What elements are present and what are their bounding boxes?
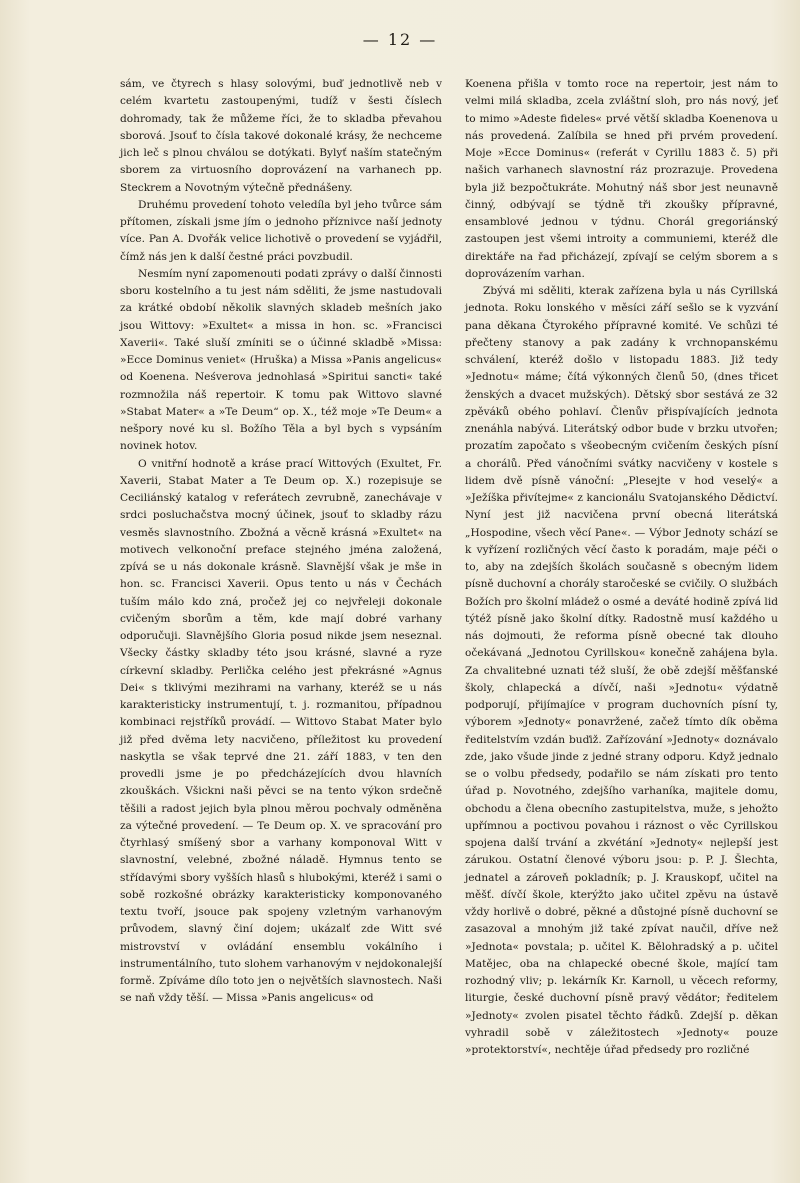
paragraph: Druhému provedení tohoto veledíla byl jeho tvůrce sám přítomen, získali jsme jím o jednoho příznivce naší jednoty více. Pan A. Dvořák velice lichotivě o provedení se vyjádřil, čímž nás jen k další čestné práci povzbudil. (120, 198, 442, 263)
paragraph: Nesmím nyní zapomenouti podati zprávy o další činnosti sboru kostelního a tu jest nám sděliti, že jsme nastudovali za krátké období několik slavných skladeb mešních jako jsou Wittovy: »Exultet« a missa in hon. sc. »Francisci Xaverii«. Také sluší zmíniti se o účinné skladbě »Missa: »Ecce Dominus veniet« (Hruška) a Missa »Panis angelicus« od Koenena. Neśverova jednohlasá »Spiritui sancti« také rozmnožila náš repertoir. K tomu pak Wittovo slavné »Stabat Mater« a »Te Deum“ op. X., též moje »Te Deum« a nešpory nové ku sl. Božího Těla a byl bych s vypsáním novinek hotov. (120, 267, 442, 453)
right-column (465, 76, 778, 1059)
paragraph: Koenena přišla v tomto roce na repertoir, jest nám to velmi milá skladba, zcela zvláštní sloh, pro nás nový, jeť to mimo »Adeste fideles« prvé větší skladba Koenenova u nás provedená. Zalíbila se hned při prvém provedení. Moje »Ecce Dominus« (referát v Cyrillu 1883 č. 5) při našich varhanech slavnostní ráz prozrazuje. Provedena byla již bezpočtukráte. Mohutný náš sbor jest neunavně činný, odbývají se týdně tři zkoušky přípravné, ensamblové jednou v týdnu. Chorál gregoriánský zastoupen jest všemi introity a communiemi, kteréž dle direktáře na řad přicházejí, zpívají se celým sborem a s doprovázením varhan. (465, 78, 778, 280)
page-number: — 12 — (362, 30, 438, 49)
paragraph: Zbývá mi sděliti, kterak zařízena byla u nás Cyrillská jednota. Roku lonského v měsíci září sešlo se k vyzvání pana děkana Čtyrokého přípravné komité. Ve schůzi té přečteny stanovy a pak zadány k vrchnopanskému schválení, kteréž došlo v listopadu 1883. Již tedy »Jednotu« máme; čítá výkonných členů 50, (dnes třicet ženských a dvacet mužských). Dětský sbor sestává ze 32 zpěváků obého pohlaví. Členův přispívajících jednota znenáhla nabývá. Literátský odbor bude v brzku utvořen; prozatím započato s všeobecným cvičením českých písní a chorálů. Před vánočními svátky nacvičeny v kostele s lidem dvě písně vánoční: „Plesejte v hod veselý« a »Ježíška přivítejme« z kancionálu Svatojanského Dědictví. Nyní jest již nacvičena první obecná literátská „Hospodine, všech věcí Pane«. — Výbor Jednoty schází se k vyřízení rozličných věcí často k poradám, maje péči o to, aby na zdejších školách současně s obecným lidem písně duchovní a chorály staročeské se cvičily. O službách Božích pro školní mládež o osmé a deváté hodině zpívá lid týtéž písně jako školní dítky. Radostně musí každého u nás dojmouti, že reforma písně obecné tak dlouho očekávaná „Jednotou Cyrillskou« konečně zahájena byla. Za chvalitebné uznati též sluší, že obě zdejší měšťanské školy, chlapecká a dívčí, naši »Jednotu« výdatně podporují, přijímajíce v program duchovních písní ty, výborem »Jednoty« ponavržené, začež tímto dík oběma ředitelstvím vzdán buďiž. Zařízování »Jednoty« doznávalo zde, jako všude jinde z jedné strany odporu. Když jednalo se o volbu předsedy, podařilo se nám získati pro tento úřad p. Novotného, zdejšího varhaníka, majitele domu, obchodu a člena obecního zastupitelstva, muže, s jehožto upřímnou a poctivou povahou i ráznost o věc Cyrillskou spojena další trvání a zkvétání »Jednoty« nejlepší jest zárukou. Ostatní členové výboru jsou: p. P. J. Šlechta, jednatel a zároveň pokladník; p. J. Krauskopf, učitel na měšť. dívčí škole, kterýžto jako učitel zpěvu na ústavě vždy horlivě o dobré, pěkné a důstojné písně duchovní se zasazoval a mnohým již také zpívat naučil, dříve než »Jednota« povstala; p. učitel K. Bělohradský a p. učitel Matějec, oba na chlapecké obecné škole, mající tam rozhodný vliv; p. lekárník Kr. Karnoll, u věcech reformy, liturgie, české duchovní písně pravý vědátor; ředitelem »Jednoty« zvolen pisatel těchto řádků. Zdejší p. děkan vyhradil sobě v záležitostech »Jednoty« pouze »protektorství«, nechtěje úřad předsedy pro rozličné (465, 285, 778, 1056)
paragraph: O vnitřní hodnotě a kráse prací Wittových (Exultet, Fr. Xaverii, Stabat Mater a Te Deum op. X.) rozepisuje se Ceciliánský katalog v referátech zevrubně, zanechávaje v srdci posluchačstva mocný účinek, jsouť to skladby rázu vesměs slavnostního. Zbožná a věcně krásná »Exultet« na motivech velkonoční preface stejného jména založená, zpívá se u nás dokonale krásně. Slavnější však je mše in hon. sc. Francisci Xaverii. Opus tento u nás v Čechách tuším málo kdo zná, pročež jej co nejvřeleji dokonale cvičeným sborům a těm, kde mají dobré varhany odporučuji. Slavnějšího Gloria posud nikde jsem neseznal. Všecky částky skladby této jsou krásné, slavné a ryze církevní skladby. Perlička celého jest překrásné »Agnus Dei« s tklivými mezihrami na varhany, kteréž se u nás karakteristicky instrumentují, t. j. rozmanitou, případnou kombinaci rejstříků provádí. — Wittovo Stabat Mater bylo již před dvěma lety nacvičeno, příležitost ku provedení naskytla se však teprvé dne 21. září 1883, v ten den provedli jsme je po předcházejících dvou hlavních zkouškách. Všickni naši pěvci se na tento výkon srdečně těšili a radost jejich byla plnou měrou pochvaly odměněna za výtečné provedení. — Te Deum op. X. ve spracování pro čtyrhlasý smíšený sbor a varhany komponoval Witt v slavnostní, velebné, zbožné náladě. Hymnus tento se střídavými sbory vyšších hlasů s hlubokými, kteréž i sami o sobě rozkošné obrázky karakteristicky komponovaného textu tvoří, jsouce pak spojeny vzletným varhanovým průvodem, slavný činí dojem; ukázalť zde Witt své mistrovství v ovládání ensemblu vokálního i instrumentálního, tuto slohem varhanovým v nejdokonalejší formě. Zpíváme dílo toto jen o největších slavnostech. Naši se naň vždy těší. — Missa »Panis angelicus« od (120, 457, 442, 1005)
paragraph: sám, ve čtyrech s hlasy solovými, buď jednotlivě neb v celém kvartetu zastoupenými, tudíž v šesti číslech dohromady, tak že můžeme říci, že to skladba převahou sborová. Jsouť to čísla takové dokonalé krásy, že nechceme jich leč s plnou chválou se dotýkati. Bylyť naším statečným sborem za virtuosního doprovázení na varhanech pp. Steckrem a Novotným výtečně přednášeny. (120, 78, 442, 194)
left-column (120, 76, 442, 1008)
